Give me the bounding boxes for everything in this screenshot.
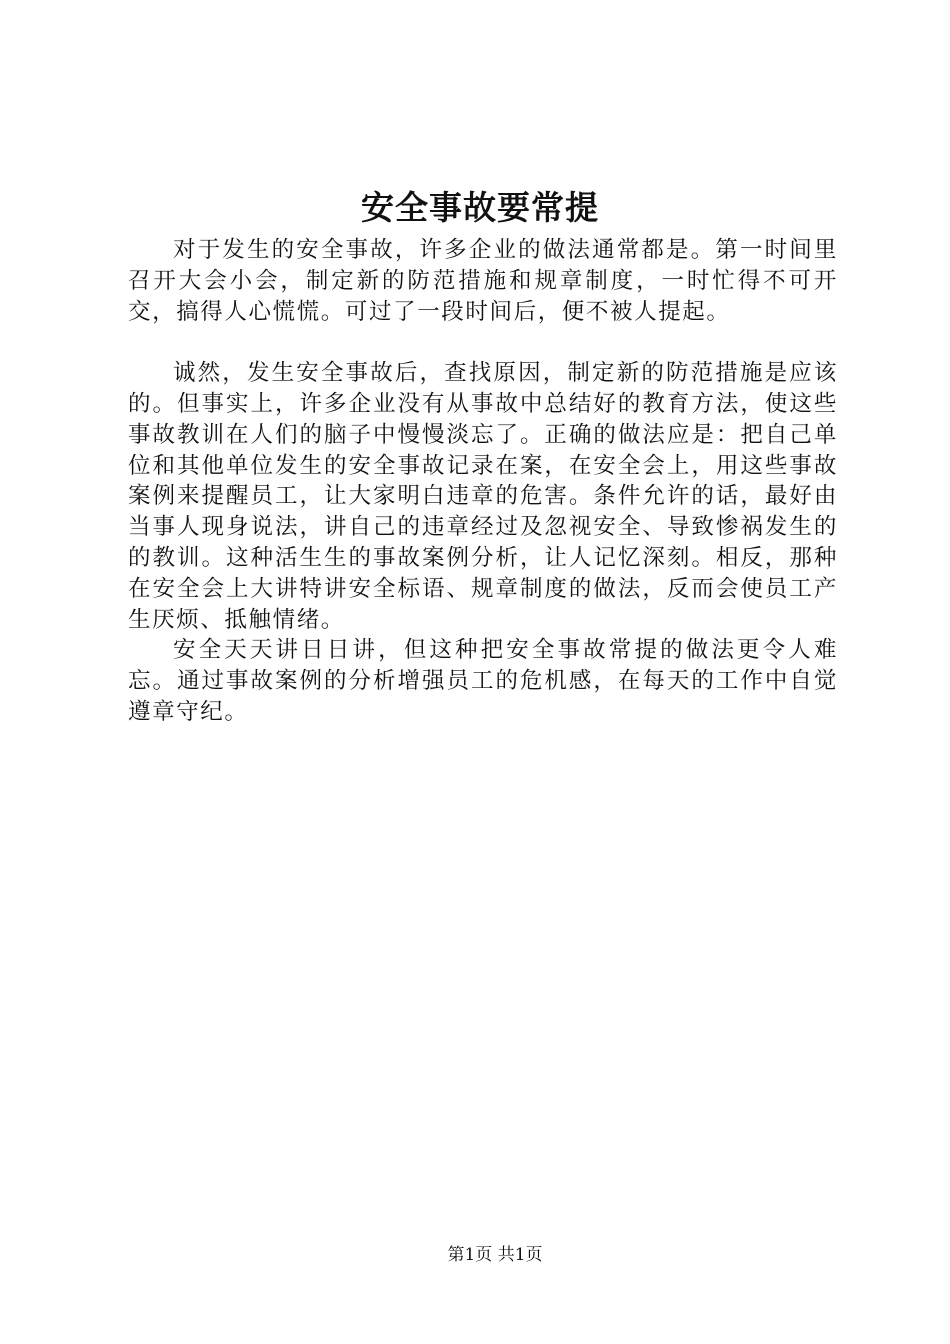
paragraph-1: 对于发生的安全事故，许多企业的做法通常都是。第一时间里召开大会小会，制定新的防范措施和规章制度，一时忙得不可开交，搞得人心慌慌。可过了一段时间后，便不被人提起。 — [128, 237, 838, 325]
page-footer: 第1页 共1页 — [447, 1245, 543, 1265]
paragraph-2: 诚然，发生安全事故后，查找原因，制定新的防范措施是应该的。但事实上，许多企业没有从事故中总结好的教育方法，使这些事故教训在人们的脑子中慢慢淡忘了。正确的做法应是：把自己单位和其他单位发生的安全事故记录在案，在安全会上，用这些事故案例来提醒员工，让大家明白违章的危害。条件允许的话，最好由当事人现身说法，讲自己的违章经过及忽视安全、导致惨祸发生的的教训。这种活生生的事故案例分析，让人记忆深刻。相反，那种在安全会上大讲特讲安全标语、规章制度的做法，反而会使员工产生厌烦、抵触情绪。 — [128, 360, 838, 633]
document-body — [128, 235, 838, 728]
document-title: 安全事故要常提 — [361, 188, 599, 227]
paragraph-3: 安全天天讲日日讲，但这种把安全事故常提的做法更令人难忘。通过事故案例的分析增强员工的危机感，在每天的工作中自觉遵章守纪。 — [128, 637, 838, 725]
